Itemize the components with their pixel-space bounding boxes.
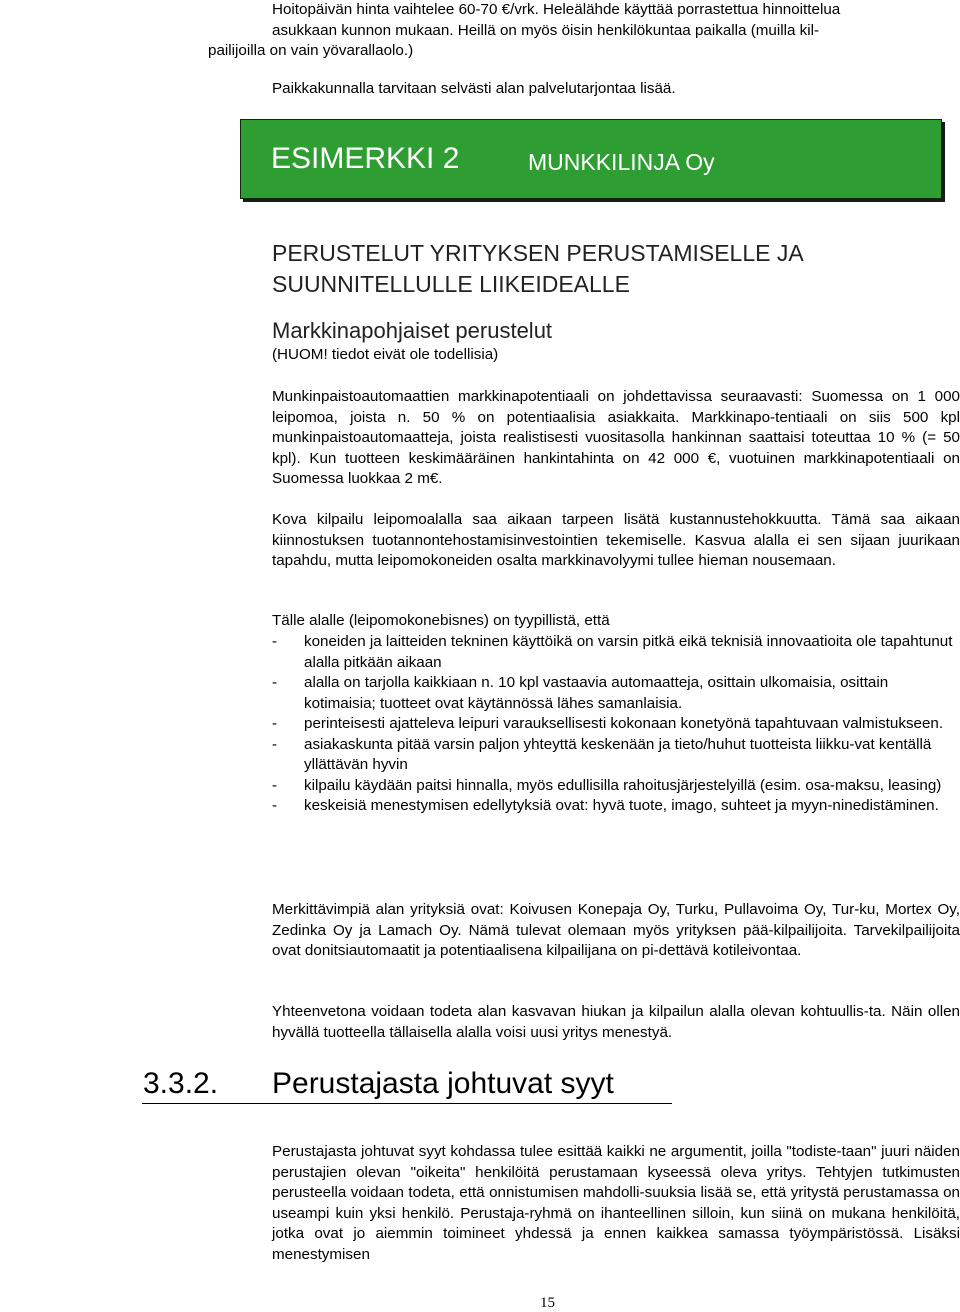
- market-potential-paragraph: Munkinpaistoautomaattien markkinapotentiaali on johdettavissa seuraavasti: Suomessa on 1 000 leipomoa, joista n. 50 % on potentiaalisia asiakkaita. Markkinapo-tentiaali on siis 500 kpl munkinpaistoautomaatteja, joista realistisesti vuositasolla hankinnan saattaisi toteuttaa 10 % (= 50 kpl). Kun tuotteen keskimääräinen hankintahinta on 42 000 €, vuotuinen markkinapotentiaali on Suomessa luokkaa 2 m€.: [272, 388, 960, 487]
- competition-paragraph: Kova kilpailu leipomoalalla saa aikaan tarpeen lisätä kustannustehokkuutta. Tämä saa aikaan kiinnostuksen tuotannontehostamisinvestointien tekemiselle. Kasvua alalla ei sen sijaan juurikaan tapahdu, mutta leipomokoneiden osalta markkinavolyymi tullee hieman nousemaan.: [272, 511, 960, 569]
- list-item: [272, 735, 960, 776]
- list-item: [272, 673, 960, 714]
- top-line: asukkaan kunnon mukaan. Heillä on myös öisin henkilökuntaa paikalla (muilla kil-: [272, 21, 820, 39]
- sub-heading: Markkinapohjaiset perustelut: [272, 318, 553, 343]
- page-number: 15: [540, 1295, 555, 1311]
- disclaimer-note: (HUOM! tiedot eivät ole todellisia): [272, 346, 499, 363]
- industry-traits-list: [272, 632, 960, 817]
- list-item-text: kilpailu käydään paitsi hinnalla, myös edullisilla rahoitusjärjestelyillä (esim. osa-maksu, leasing): [304, 776, 942, 794]
- top-line: Hoitopäivän hinta vaihtelee 60-70 €/vrk. Heleälähde käyttää porrastettua hinnoittelua: [272, 1, 841, 18]
- section-underline: [142, 1103, 672, 1104]
- founder-reasons-paragraph: Perustajasta johtuvat syyt kohdassa tulee esittää kaikki ne argumentit, joilla "todiste-taan" juuri näiden perustajien olevan "oikeita" henkilöitä perustamaan kyseessä oleva yritys. Tehtyjen tutkimusten perusteella voidaan todeta, että onnistumisen mahdolli-suuksia lisää se, että yritystä perustamassa on useampi kuin yksi henkilö. Perustaja-ryhmä on ihanteellinen silloin, kun siinä on mukana henkilöitä, jotka ovat jo aiemmin toimineet yhdessä ja ennen kaikkea samassa työympäristössä. Lisäksi menestymisen: [272, 1143, 960, 1263]
- section-number: 3.3.2.: [143, 1067, 219, 1100]
- section-title: Perustajasta johtuvat syyt: [272, 1067, 614, 1100]
- list-item: [272, 796, 960, 817]
- banner-example-label: ESIMERKKI 2: [271, 142, 460, 175]
- list-dash: -: [272, 797, 278, 814]
- list-item: [272, 632, 960, 673]
- list-item-text: keskeisiä menestymisen edellytyksiä ovat: hyvä tuote, imago, suhteet ja myyn-ninedistäminen.: [304, 797, 939, 814]
- list-item: [272, 776, 960, 797]
- list-item-text: perinteisesti ajatteleva leipuri varauksellisesti kokonaan konetyönä tapahtuvaan valmistukseen.: [304, 715, 944, 732]
- list-item-text: koneiden ja laitteiden tekninen käyttöikä on varsin pitkä eikä teknisiä innovaatioita ole tapahtunut alalla pitkään aikaan: [304, 633, 953, 671]
- list-dash: -: [272, 776, 278, 794]
- main-heading: PERUSTELUT YRITYKSEN PERUSTAMISELLE JA SUUNNITELLULLE LIIKEIDEALLE: [272, 240, 803, 297]
- list-dash: -: [272, 674, 278, 691]
- list-dash: -: [272, 633, 278, 650]
- list-item-text: alalla on tarjolla kaikkiaan n. 10 kpl vastaavia automaatteja, osittain ulkomaisia, osittain kotimaisia; tuotteet ovat käytännössä lähes samanlaisia.: [304, 674, 889, 712]
- industry-traits-lead: Tälle alalle (leipomokonebisnes) on tyypillistä, että: [272, 612, 610, 629]
- top-line: pailijoilla on vain yövarallaolo.): [208, 42, 414, 59]
- competitors-paragraph: Merkittävimpiä alan yrityksiä ovat: Koivusen Konepaja Oy, Turku, Pullavoima Oy, Tur-ku, Mortex Oy, Zedinka Oy ja Lamach Oy. Nämä tulevat olemaan myös yrityksen pää-kilpailijoita. Tarvekilpailijoita ovat donitsiautomaatit ja potentiaalisena kilpailijana on pi-dettävä kotileivontaa.: [272, 901, 960, 959]
- list-dash: -: [272, 735, 278, 753]
- example-banner: [240, 119, 942, 199]
- top-paragraph: [208, 0, 960, 62]
- list-item: [272, 714, 960, 735]
- summary-paragraph: Yhteenvetona voidaan todeta alan kasvavan hiukan ja kilpailun alalla olevan kohtuullis-ta. Näin ollen hyvällä tuotteella tällaisella alalla voisi uusi yritys menestyä.: [272, 1003, 960, 1041]
- top-note: Paikkakunnalla tarvitaan selvästi alan palvelutarjontaa lisää.: [272, 80, 676, 97]
- list-item-text: asiakaskunta pitää varsin paljon yhteyttä keskenään ja tieto/huhut tuotteista liikku-vat kentällä yllättävän hyvin: [304, 735, 932, 773]
- list-dash: -: [272, 715, 278, 732]
- banner-company-name: MUNKKILINJA Oy: [528, 149, 715, 175]
